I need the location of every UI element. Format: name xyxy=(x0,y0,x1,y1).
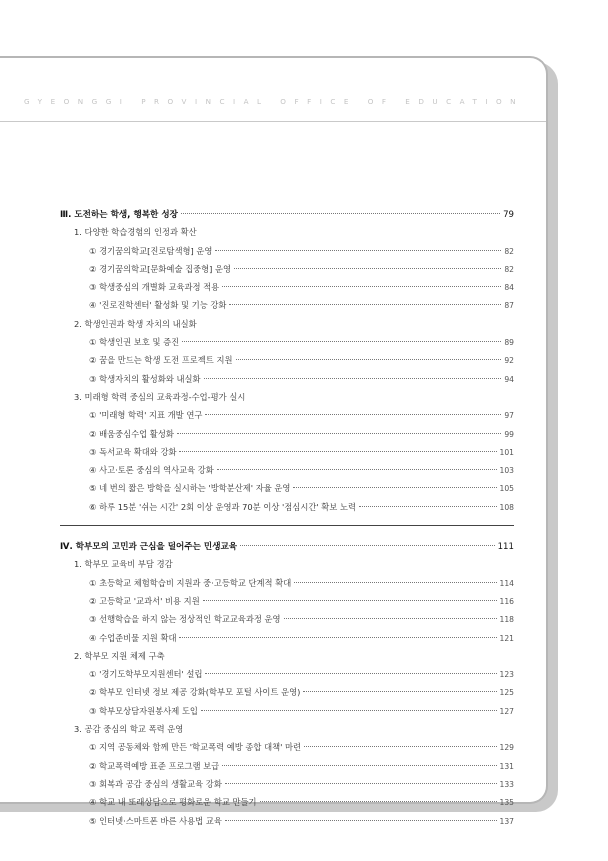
toc-section-title: Ⅳ. 학부모의 고민과 근심을 덜어주는 민생교육 xyxy=(60,542,238,553)
dot-leader xyxy=(225,820,497,821)
toc-item[interactable] xyxy=(60,464,514,482)
toc-item-title: ① 지역 공동체와 함께 만든 '학교폭력 예방 종합 대책' 마련 xyxy=(89,742,302,753)
toc-item-page-number: 82 xyxy=(504,246,514,256)
toc-group[interactable] xyxy=(60,558,514,576)
toc-item[interactable] xyxy=(60,501,514,519)
toc-item[interactable] xyxy=(60,668,514,686)
toc-group-title: 2. 학부모 지원 체제 구축 xyxy=(74,650,165,661)
toc-item-page-number: 121 xyxy=(499,633,514,643)
toc-item[interactable] xyxy=(60,815,514,833)
dot-leader xyxy=(205,414,501,415)
toc-item[interactable] xyxy=(60,686,514,704)
dot-leader xyxy=(260,801,497,802)
toc-group[interactable] xyxy=(60,723,514,741)
toc-item[interactable] xyxy=(60,409,514,427)
toc-item-title: ③ 회복과 공감 중심의 생활교육 강화 xyxy=(89,778,222,789)
toc-item-title: ① 학생인권 보호 및 증진 xyxy=(89,337,180,348)
toc-item-page-number: 82 xyxy=(504,264,514,274)
toc-item-page-number: 125 xyxy=(499,688,514,698)
toc-section[interactable] xyxy=(60,208,514,226)
toc-item-page-number: 94 xyxy=(504,374,514,384)
toc-group[interactable] xyxy=(60,391,514,409)
toc-item-page-number: 131 xyxy=(499,761,514,771)
toc-item-page-number: 127 xyxy=(499,706,514,716)
toc-section-page-number: 111 xyxy=(497,542,514,553)
toc-item[interactable] xyxy=(60,595,514,613)
toc-item-page-number: 129 xyxy=(499,743,514,753)
toc-item-title: ② 배움중심수업 활성화 xyxy=(89,428,174,439)
toc-item[interactable] xyxy=(60,778,514,796)
toc-item[interactable] xyxy=(60,336,514,354)
toc-item-title: ③ 학부모상담자원봉사제 도입 xyxy=(89,705,198,716)
toc-item-title: ① '미래형 학력' 지표 개발 연구 xyxy=(89,410,203,421)
toc-group[interactable] xyxy=(60,226,514,244)
dot-leader xyxy=(182,341,501,342)
toc-item[interactable] xyxy=(60,446,514,464)
dot-leader xyxy=(222,765,496,766)
dot-leader xyxy=(201,710,497,711)
toc-group-title: 3. 미래형 학력 중심의 교육과정-수업-평가 실시 xyxy=(74,391,246,402)
dot-leader xyxy=(204,378,502,379)
toc-item-page-number: 108 xyxy=(499,502,514,512)
dot-leader xyxy=(293,487,496,488)
toc-item-page-number: 105 xyxy=(499,484,514,494)
toc-item-page-number: 118 xyxy=(499,615,514,625)
dot-leader xyxy=(203,600,497,601)
toc-item-title: ② 학교폭력예방 표준 프로그램 보급 xyxy=(89,760,220,771)
toc-item-title: ④ '진로진학센터' 활성화 및 기능 강화 xyxy=(89,300,227,311)
toc-item[interactable] xyxy=(60,281,514,299)
toc-section-title: Ⅲ. 도전하는 학생, 행복한 성장 xyxy=(60,210,178,220)
toc-item-title: ⑤ 네 번의 짧은 방학을 실시하는 '방학분산제' 자율 운영 xyxy=(89,483,291,494)
toc-group-title: 1. 다양한 학습경험의 인정과 확산 xyxy=(74,227,197,238)
toc-section[interactable] xyxy=(60,540,514,558)
dot-leader xyxy=(177,433,501,434)
toc-item[interactable] xyxy=(60,299,514,317)
toc-item[interactable] xyxy=(60,760,514,778)
header-divider xyxy=(0,121,546,122)
dot-leader xyxy=(303,691,496,692)
toc-item[interactable] xyxy=(60,245,514,263)
toc-group[interactable] xyxy=(60,650,514,668)
dot-leader xyxy=(179,451,496,452)
toc-group-title: 2. 학생인권과 학생 자치의 내실화 xyxy=(74,318,197,329)
toc-item-page-number: 116 xyxy=(499,596,514,606)
toc-item[interactable] xyxy=(60,741,514,759)
toc-item-page-number: 114 xyxy=(499,578,514,588)
dot-leader xyxy=(240,545,494,546)
toc-item-page-number: 101 xyxy=(499,447,514,457)
toc-item[interactable] xyxy=(60,796,514,814)
toc-item-title: ① 초등학교 체험학습비 지원과 중·고등학교 단계적 확대 xyxy=(89,577,292,588)
toc-item-page-number: 133 xyxy=(499,779,514,789)
toc-item-title: ③ 독서교육 확대와 강화 xyxy=(89,446,177,457)
dot-leader xyxy=(359,506,497,507)
toc-item[interactable] xyxy=(60,373,514,391)
toc-item-page-number: 89 xyxy=(504,338,514,348)
toc-group-title: 3. 공감 중심의 학교 폭력 운영 xyxy=(74,724,184,735)
dot-leader xyxy=(294,582,496,583)
dot-leader xyxy=(181,213,500,214)
dot-leader xyxy=(234,268,501,269)
toc-item-title: ④ 학교 내 또래상담으로 평화로운 학교 만들기 xyxy=(89,797,257,808)
dot-leader xyxy=(222,286,501,287)
toc-item-page-number: 135 xyxy=(499,798,514,808)
toc-item-title: ③ 학생자치의 활성화와 내실화 xyxy=(89,373,201,384)
toc-item-page-number: 103 xyxy=(499,466,514,476)
section-divider xyxy=(60,525,514,526)
toc-item[interactable] xyxy=(60,577,514,595)
toc-item-page-number: 137 xyxy=(499,816,514,826)
toc-item-title: ② 꿈을 만드는 학생 도전 프로젝트 지원 xyxy=(89,355,233,366)
toc-item-title: ④ 사고·토론 중심의 역사교육 강화 xyxy=(89,465,214,476)
toc-item-title: ⑤ 인터넷·스마트폰 바른 사용법 교육 xyxy=(89,815,222,826)
toc-item-page-number: 84 xyxy=(504,283,514,293)
dot-leader xyxy=(179,637,496,638)
toc-section-page-number: 79 xyxy=(503,210,514,220)
toc-item[interactable] xyxy=(60,705,514,723)
toc-group[interactable] xyxy=(60,318,514,336)
dot-leader xyxy=(229,304,501,305)
toc-item-title: ① '경기도학부모지원센터' 설립 xyxy=(89,669,203,680)
toc-item[interactable] xyxy=(60,263,514,281)
toc-group-title: 1. 학부모 교육비 부담 경감 xyxy=(74,559,173,570)
toc-item[interactable] xyxy=(60,613,514,631)
toc-item-title: ③ 선행학습을 하지 않는 정상적인 학교교육과정 운영 xyxy=(89,614,281,625)
table-of-contents xyxy=(60,208,514,833)
dot-leader xyxy=(217,469,497,470)
dot-leader xyxy=(205,673,496,674)
dot-leader xyxy=(284,618,497,619)
toc-item-page-number: 92 xyxy=(504,356,514,366)
toc-item[interactable] xyxy=(60,354,514,372)
toc-item-title: ② 고등학교 '교과서' 비용 지원 xyxy=(89,595,200,606)
dot-leader xyxy=(304,746,496,747)
toc-item[interactable] xyxy=(60,632,514,650)
toc-item[interactable] xyxy=(60,482,514,500)
header-banner: GYEONGGI PROVINCIAL OFFICE OF EDUCATION xyxy=(23,97,525,106)
dot-leader xyxy=(236,359,502,360)
toc-item-title: ② 학부모 인터넷 정보 제공 강화(학부모 포털 사이트 운영) xyxy=(89,687,301,698)
toc-item-title: ⑥ 하루 15분 '쉬는 시간' 2회 이상 운영과 70분 이상 '점심시간' 확보 노력 xyxy=(89,501,356,512)
toc-item-title: ② 경기꿈의학교[문화예술 집중형] 운영 xyxy=(89,263,232,274)
toc-item-page-number: 99 xyxy=(504,429,514,439)
dot-leader xyxy=(225,783,497,784)
toc-item-title: ① 경기꿈의학교[진로탐색형] 운영 xyxy=(89,245,213,256)
toc-item-page-number: 123 xyxy=(499,670,514,680)
dot-leader xyxy=(215,250,501,251)
toc-item[interactable] xyxy=(60,428,514,446)
toc-item-page-number: 87 xyxy=(504,301,514,311)
toc-item-title: ④ 수업준비물 지원 확대 xyxy=(89,632,177,643)
toc-item-title: ③ 학생중심의 개별화 교육과정 적용 xyxy=(89,282,220,293)
toc-item-page-number: 97 xyxy=(504,411,514,421)
